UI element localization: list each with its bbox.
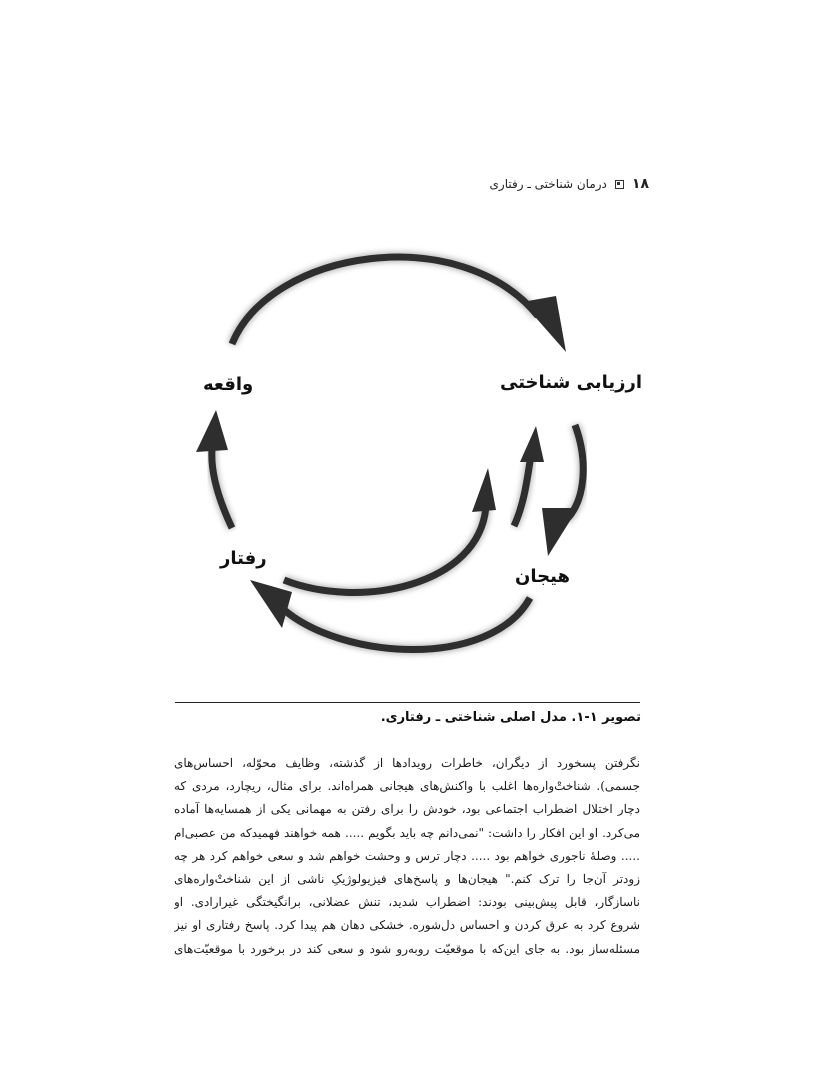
node-emotion: هیجان — [515, 566, 570, 587]
arrow-emotion-to-appraisal — [514, 426, 544, 526]
text-line: ناسازگار، قابل پیش‌بینی بودند: اضطراب شدید، تنش عضلانی، برانگیختگی غیرارادی. او — [174, 895, 640, 910]
page-number: ۱۸ — [631, 176, 649, 192]
body-paragraph — [174, 752, 640, 961]
node-cognitive-appraisal: ارزیابی شناختی — [500, 372, 642, 393]
text-line: جسمی). شناختْ‌واره‌ها اغلب با واکنش‌های هیجانی همراه‌اند. برای مثال، ریچارد، مردی که — [174, 779, 640, 794]
caption-divider — [175, 702, 640, 703]
arrow-behavior-to-event — [196, 410, 232, 528]
text-line: دچار اختلال اضطراب اجتماعی بود، خودش را برای رفتن به مهمانی یکی از همسایه‌ها آماده — [174, 802, 640, 817]
text-line: نگرفتن پسخورد از دیگران، خاطرات رویدادها از گذشته، وظایف محوّله، احساس‌های — [174, 756, 640, 770]
text-line: مسئله‌ساز بود. به جای این‌که با موقعیّت روبه‌رو شود و سعی کند در برخورد با موقعیّت‌های — [174, 941, 640, 956]
figure-caption: تصویر ۱-۱. مدل اصلی شناختی ـ رفتاری. — [380, 710, 641, 725]
node-event: واقعه — [203, 374, 254, 395]
text-line: ..... وصلهٔ ناجوری خواهم بود ..... دچار ترس و وحشت خواهم شد و سعی خواهم کرد هر چه — [174, 848, 640, 863]
text-line: زودتر آن‌جا را ترک کنم." هیجان‌ها و پاسخ‌های فیزیولوژیکِ ناشی از این شناختْ‌واره‌های — [174, 872, 640, 887]
node-behavior: رفتار — [220, 548, 267, 569]
arrow-behavior-to-appraisal — [284, 468, 496, 592]
arrow-appraisal-to-emotion — [542, 425, 583, 556]
text-line: شروع کرد به عرق کردن و احساس دل‌شوره. خشکی دهان هم پیدا کرد. پاسخ رفتاری او نیز — [174, 918, 640, 933]
square-ornament-icon — [615, 180, 624, 189]
text-line: می‌کرد. او این افکار را داشت: "نمی‌دانم چه باید بگویم ..... همه خواهند فهمیدکه من عصبی‌ام — [174, 825, 640, 840]
book-title: درمان شناختی ـ رفتاری — [489, 177, 607, 191]
running-head — [490, 176, 649, 192]
cbt-cycle-diagram — [150, 230, 670, 690]
arrow-event-to-appraisal — [232, 257, 566, 352]
cycle-arrows — [150, 230, 670, 690]
